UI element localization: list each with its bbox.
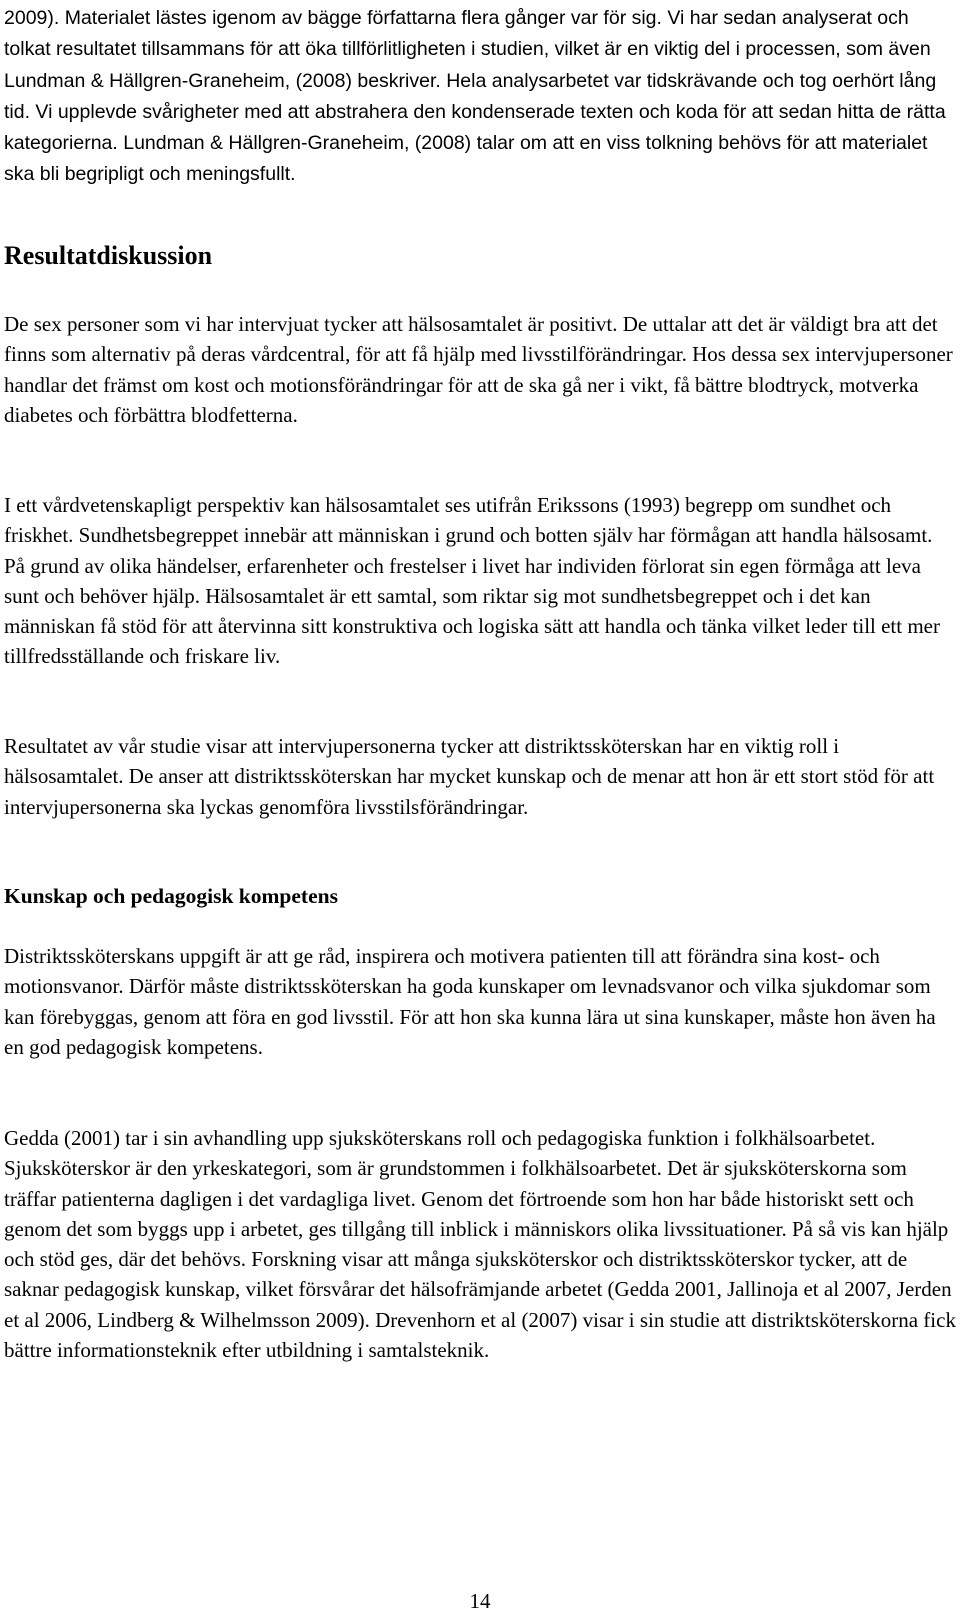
body-paragraph: Resultatet av vår studie visar att intervjupersonerna tycker att distriktssköterskan har en viktig roll i hälsosamtalet. De anser att distriktssköterskan har mycket kunskap och de menar att hon är ett stort stöd för att intervjupersonerna ska lyckas genomföra livsstilsförändringar. (4, 734, 935, 819)
page-number: 14 (469, 1589, 491, 1613)
body-paragraph: Distriktssköterskans uppgift är att ge råd, inspirera och motivera patienten till att förändra sina kost- och motionsvanor. Därför måste distriktssköterskan ha goda kunskaper om levnadsvanor och vilka sjukdomar som kan förebyggas, genom att föra en god livsstil. För att hon ska kunna lära ut sina kunskaper, måste hon även ha en god pedagogisk kompetens. (4, 944, 936, 1059)
body-paragraph: De sex personer som vi har intervjuat tycker att hälsosamtalet är positivt. De uttalar att det är väldigt bra att det finns som alternativ på deras vårdcentral, för att få hjälp med livsstilförändringar. Hos dessa sex intervjupersoner handlar det främst om kost och motionsförändringar för att de ska gå ner i vikt, få bättre blodtryck, motverka diabetes och förbättra blodfetterna. (4, 312, 953, 427)
intro-paragraph (4, 2, 956, 190)
section-heading-resultatdiskussion: Resultatdiskussion (4, 241, 213, 270)
intro-text: 2009). Materialet lästes igenom av bägge författarna flera gånger var för sig. Vi har sedan analyserat och tolkat resultatet tillsammans för att öka tillförlitligheten i studien, vilket är en viktig del i processen, som även Lundman & Hällgren-Graneheim, (2008) beskriver. Hela analysarbetet var tidskrävande och tog oerhört lång tid. Vi upplevde svårigheter med att abstrahera den kondenserade texten och koda för att sedan hitta de rätta kategorierna. Lundman & Hällgren-Graneheim, (2008) talar om att en viss tolkning behövs för att materialet ska bli begripligt och meningsfullt. (4, 7, 946, 186)
body-paragraph: I ett vårdvetenskapligt perspektiv kan hälsosamtalet ses utifrån Erikssons (1993) begrepp om sundhet och friskhet. Sundhetsbegreppet innebär att människan i grund och botten själv har förmågan att handla hälsosamt. På grund av olika händelser, erfarenheter och frestelser i livet har individen förlorat sin egen förmåga att leva sunt och behöver hjälp. Hälsosamtalet är ett samtal, som riktar sig mot sundhetsbegreppet och i det kan människan få stöd för att återvinna sitt konstruktiva och logiska sätt att handla och tänka vilket leder till ett mer tillfredsställande och friskare liv. (4, 493, 940, 669)
body-paragraph: Gedda (2001) tar i sin avhandling upp sjuksköterskans roll och pedagogiska funktion i folkhälsoarbetet. Sjuksköterskor är den yrkeskategori, som är grundstommen i folkhälsoarbetet. Det är sjuksköterskorna som träffar patienterna dagligen i det vardagliga livet. Genom det förtroende som hon har både historiskt sett och genom det som byggs upp i arbetet, ges tillgång till inblick i människors olika livssituationer. På så vis kan hjälp och stöd ges, där det behövs. Forskning visar att många sjuksköterskor och distriktssköterskor tycker, att de saknar pedagogisk kunskap, vilket försvårar det hälsofrämjande arbetet (Gedda 2001, Jallinoja et al 2007, Jerden et al 2006, Lindberg & Wilhelmsson 2009). Drevenhorn et al (2007) visar i sin studie att distriktsköterskorna fick bättre informationsteknik efter utbildning i samtalsteknik. (4, 1126, 956, 1363)
section-heading-kunskap: Kunskap och pedagogisk kompetens (4, 884, 338, 908)
